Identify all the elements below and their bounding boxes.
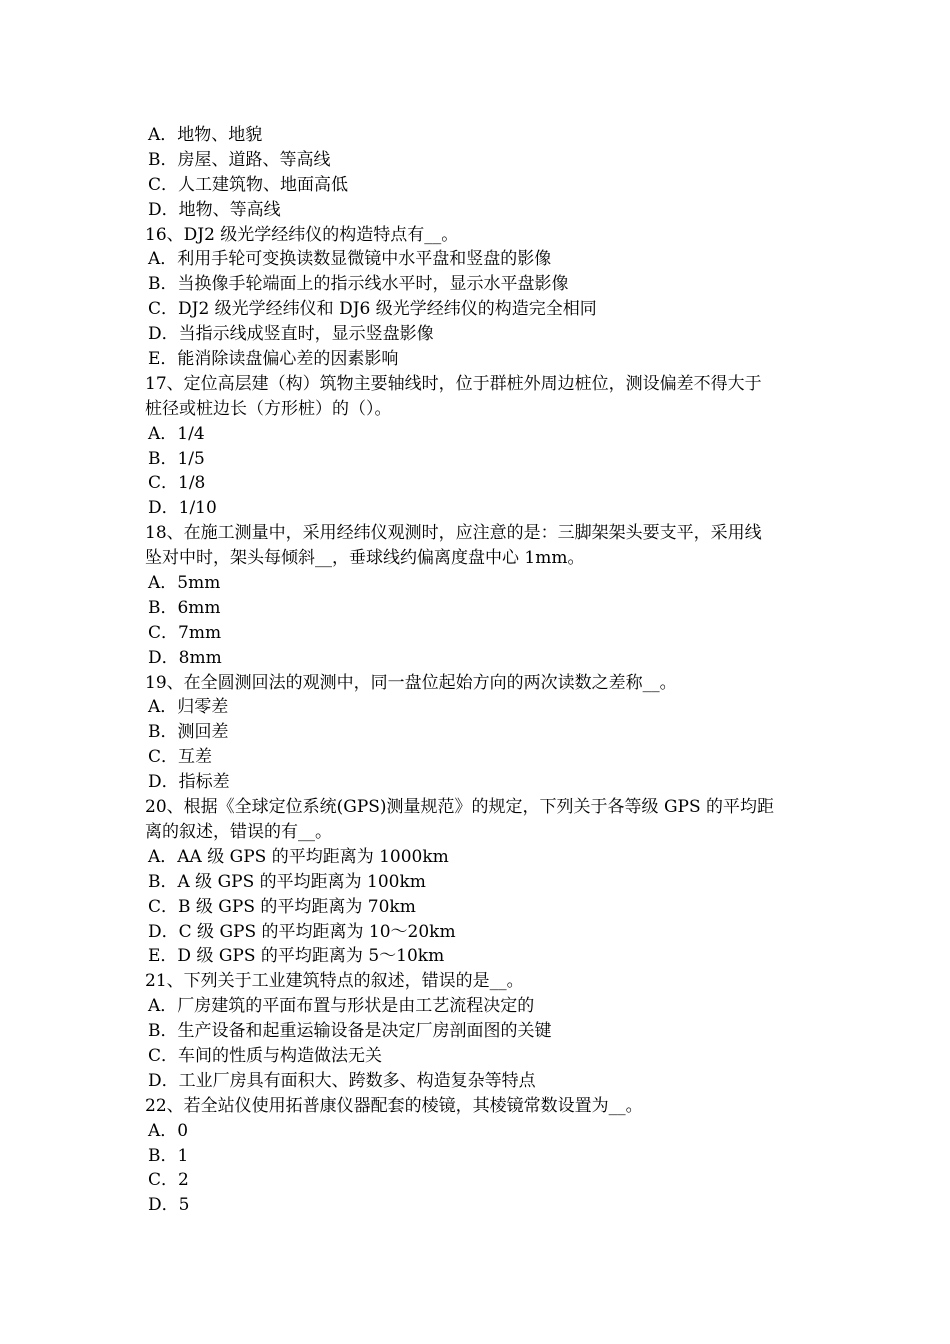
question-text: 22、若全站仪使用拓普康仪器配套的棱镜，其棱镜常数设置为__。 xyxy=(145,1095,643,1116)
option-text: D．C 级 GPS 的平均距离为 10～20km xyxy=(148,921,456,942)
option-text: B．1/5 xyxy=(148,448,205,469)
question-text: 离的叙述，错误的有__。 xyxy=(145,821,332,842)
option-text: A．归零差 xyxy=(148,697,229,718)
question-text: 19、在全圆测回法的观测中，同一盘位起始方向的两次读数之差称__。 xyxy=(145,672,677,693)
option-text: A．0 xyxy=(148,1120,189,1141)
option-text: D．当指示线成竖直时，显示竖盘影像 xyxy=(148,324,434,345)
option-text: B．6mm xyxy=(148,597,221,618)
option-text: C．人工建筑物、地面高低 xyxy=(148,174,349,195)
option-text: D．1/10 xyxy=(148,498,217,519)
option-text: E．D 级 GPS 的平均距离为 5～10km xyxy=(148,946,445,967)
option-text: C．7mm xyxy=(148,622,222,643)
option-text: B．测回差 xyxy=(148,722,229,743)
document-body xyxy=(145,123,810,1218)
option-text: C．2 xyxy=(148,1170,189,1191)
option-text: D．工业厂房具有面积大、跨数多、构造复杂等特点 xyxy=(148,1070,536,1091)
option-text: C．车间的性质与构造做法无关 xyxy=(148,1045,383,1066)
option-text: C．B 级 GPS 的平均距离为 70km xyxy=(148,896,416,917)
option-text: D．8mm xyxy=(148,647,222,668)
option-text: A．AA 级 GPS 的平均距离为 1000km xyxy=(148,846,449,867)
question-text: 16、DJ2 级光学经纬仪的构造特点有__。 xyxy=(145,224,459,245)
option-text: C．互差 xyxy=(148,747,213,768)
option-text: D．指标差 xyxy=(148,772,230,793)
option-text: A．1/4 xyxy=(148,423,205,444)
option-text: C．DJ2 级光学经纬仪和 DJ6 级光学经纬仪的构造完全相同 xyxy=(148,299,597,320)
option-text: B．生产设备和起重运输设备是决定厂房剖面图的关键 xyxy=(148,1021,552,1042)
option-text: A．5mm xyxy=(148,573,221,594)
question-text: 17、定位高层建（构）筑物主要轴线时，位于群桩外周边桩位，测设偏差不得大于 xyxy=(145,373,762,394)
question-text: 坠对中时，架头每倾斜__，垂球线约偏离度盘中心 1mm。 xyxy=(145,548,585,569)
question-text: 18、在施工测量中，采用经纬仪观测时，应注意的是：三脚架架头要支平，采用线 xyxy=(145,523,762,544)
option-text: C．1/8 xyxy=(148,473,206,494)
question-text: 21、下列关于工业建筑特点的叙述，错误的是__。 xyxy=(145,971,524,992)
question-text: 桩径或桩边长（方形桩）的（）。 xyxy=(145,398,392,419)
option-text: A．地物、地貌 xyxy=(148,125,263,145)
option-text: E．能消除读盘偏心差的因素影响 xyxy=(148,349,399,370)
option-text: A．利用手轮可变换读数显微镜中水平盘和竖盘的影像 xyxy=(148,249,552,270)
option-text: B．1 xyxy=(148,1145,189,1166)
option-text: B．当换像手轮端面上的指示线水平时，显示水平盘影像 xyxy=(148,274,569,295)
option-text: D．5 xyxy=(148,1195,190,1216)
option-text: A．厂房建筑的平面布置与形状是由工艺流程决定的 xyxy=(148,996,535,1017)
option-text: B．A 级 GPS 的平均距离为 100km xyxy=(148,871,426,892)
question-text: 20、根据《全球定位系统(GPS)测量规范》的规定，下列关于各等级 GPS 的平均距 xyxy=(145,797,775,818)
option-text: D．地物、等高线 xyxy=(148,199,281,220)
option-text: B．房屋、道路、等高线 xyxy=(148,149,331,170)
